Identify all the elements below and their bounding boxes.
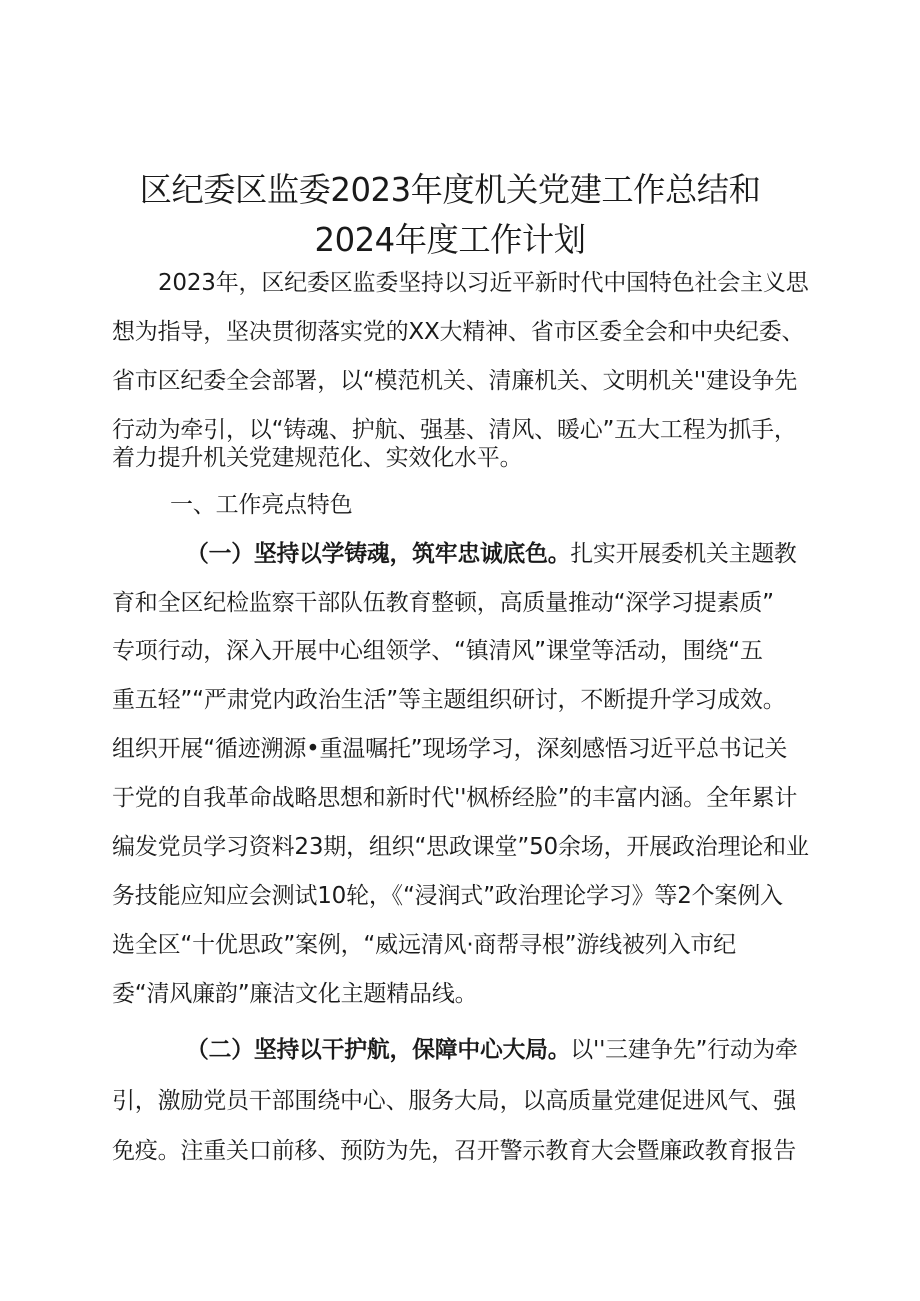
- intro-line-2: 想为指导，坚决贯彻落实党的XX大精神、省市区委全会和中央纪委、: [112, 319, 805, 345]
- item-2-first-line: [186, 1033, 900, 1067]
- item-1-line-2: 育和全区纪检监察干部队伍教育整顿，高质量推动“深学习提素质”: [112, 590, 774, 616]
- item-1-line-4: 重五轻”“严肃党内政治生活”等主题组织研讨，不断提升学习成效。: [112, 687, 786, 713]
- document-title-line-1: 区纪委区监委2023年度机关党建工作总结和: [139, 170, 761, 209]
- item-1-first-text: 扎实开展委机关主题教: [570, 541, 797, 567]
- item-2-heading: （二）坚持以干护航，保障中心大局。: [186, 1037, 571, 1063]
- item-1-line-6: 于党的自我革命战略思想和新时代''枫桥经脸”的丰富内涵。全年累计: [112, 785, 798, 811]
- intro-line-3: 省市区纪委全会部署，以“模范机关、清廉机关、文明机关''建设争先: [112, 368, 798, 394]
- item-2-line-2: 引，激励党员干部围绕中心、服务大局，以高质量党建促进风气、强: [112, 1088, 797, 1114]
- item-1-line-9: 选全区“十优思政”案例，“威远清风·商帮寻根”游线被列入市纪: [112, 932, 736, 958]
- document-title-line-2: 2024年度工作计划: [314, 220, 586, 259]
- item-1-line-8: 务技能应知应会测试10轮，《“浸润式”政治理论学习》等2个案例入: [112, 883, 783, 909]
- item-1-line-3: 专项行动，深入开展中心组领学、“镇清风”课堂等活动，围绕“五: [112, 638, 763, 664]
- item-1-heading: （一）坚持以学铸魂，筑牢忠诚底色。: [186, 541, 571, 567]
- item-2-first-text: 以''三建争先”行动为牵: [570, 1037, 798, 1063]
- item-2-line-3: 免疫。注重关口前移、预防为先，召开警示教育大会暨廉政教育报告: [112, 1138, 797, 1164]
- intro-line-4: 行动为牵引，以“铸魂、护航、强基、清风、暖心”五大工程为抓手，: [112, 417, 797, 443]
- item-1-line-5: 组织开展“循迹溯源•重温嘱托”现场学习，深刻感悟习近平总书记关: [112, 736, 788, 762]
- item-1-line-7: 编发党员学习资料23期，组织“思政课堂”50余场，开展政治理论和业: [112, 834, 809, 860]
- intro-line-1: 2023年，区纪委区监委坚持以习近平新时代中国特色社会主义思: [158, 270, 809, 296]
- intro-line-5: 着力提升机关党建规范化、实效化水平。: [112, 445, 523, 471]
- section-heading-1: 一、工作亮点特色: [170, 492, 353, 518]
- item-1-line-10: 委“清风廉韵”廉洁文化主题精品线。: [112, 981, 478, 1007]
- item-1-first-line: [186, 537, 900, 571]
